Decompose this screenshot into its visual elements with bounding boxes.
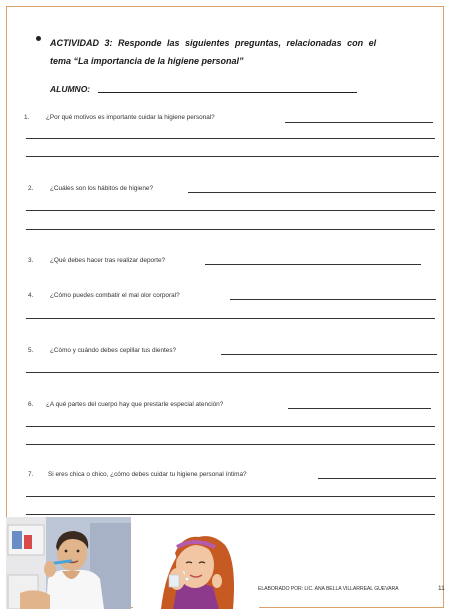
answer-6-line-2[interactable] [26,426,435,427]
question-4-number: 4. [28,292,34,299]
answer-4-line-1[interactable] [230,299,436,300]
answer-6-line-3[interactable] [26,444,435,445]
answer-3-line-1[interactable] [205,264,421,265]
question-5-text: ¿Cómo y cuándo debes cepillar tus dientes? [50,347,177,354]
answer-7-line-1[interactable] [318,478,436,479]
activity-topic: tema “La importancia de la higiene personal” [50,56,244,66]
question-1-number: 1. [24,114,30,121]
answer-6-line-1[interactable] [288,408,431,409]
question-6-number: 6. [28,401,34,408]
question-1-text: ¿Por qué motivos es importante cuidar la higiene personal? [46,114,215,121]
question-2-number: 2. [28,185,34,192]
student-name-field[interactable] [98,92,357,93]
man-brushing-teeth-illustration [6,517,131,609]
activity-title: ACTIVIDAD 3: Responde las siguientes preguntas, relacionadas con el [50,38,377,48]
question-5-number: 5. [28,347,34,354]
question-7-text: Si eres chica o chico, ¿cómo debes cuidar tu higiene personal íntima? [48,471,247,478]
answer-2-line-3[interactable] [26,229,435,230]
answer-2-line-2[interactable] [26,210,435,211]
bullet-icon [36,36,41,41]
author-credit: ELABORADO POR: LIC. ANA BELLA VILLARREAL GUEVARA [258,586,399,592]
question-6-text: ¿A qué partes del cuerpo hay que prestarle especial atención? [46,401,224,408]
answer-1-line-1[interactable] [285,122,433,123]
question-2-text: ¿Cuáles son los hábitos de higiene? [50,185,154,192]
answer-4-line-2[interactable] [26,318,435,319]
answer-7-line-2[interactable] [26,496,435,497]
answer-5-line-2[interactable] [26,372,439,373]
question-3-text: ¿Qué debes hacer tras realizar deporte? [50,257,166,264]
answer-5-line-1[interactable] [221,354,437,355]
question-3-number: 3. [28,257,34,264]
question-7-number: 7. [28,471,34,478]
girl-washing-face-illustration [133,517,259,609]
answer-1-line-2[interactable] [26,138,435,139]
answer-1-line-3[interactable] [26,156,439,157]
answer-2-line-1[interactable] [188,192,436,193]
answer-7-line-3[interactable] [26,514,435,515]
question-4-text: ¿Cómo puedes combatir el mal olor corporal? [50,292,180,299]
page-number: 11 [438,585,445,592]
student-label: ALUMNO: [50,84,91,94]
